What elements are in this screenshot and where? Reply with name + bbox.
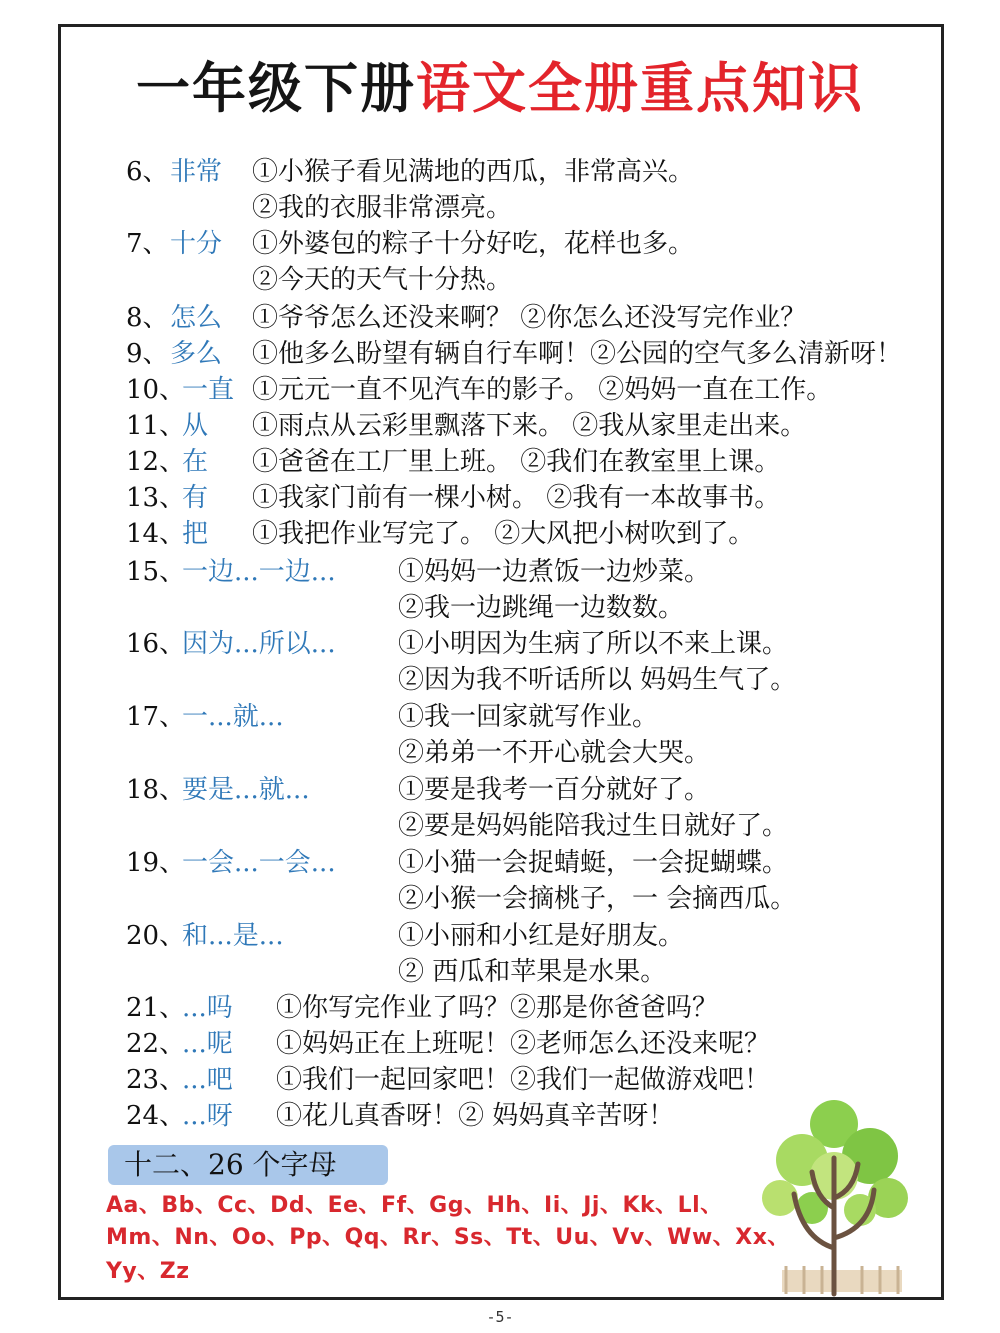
title-part2: 语文全册重点知识	[416, 57, 864, 120]
item-example: ①我家门前有一棵小树。 ②我有一本故事书。	[252, 483, 781, 513]
item-keyword: 怎么	[170, 303, 223, 333]
item-number: 7、	[126, 229, 169, 259]
item-example: ①爷爷怎么还没来啊？ ②你怎么还没写完作业？	[252, 303, 807, 333]
item-number: 15、	[126, 557, 186, 587]
item-example: ①雨点从云彩里飘落下来。 ②我从家里走出来。	[252, 411, 807, 441]
item-example: ①小明因为生病了所以不来上课。	[398, 629, 789, 659]
item-keyword: ...呀	[182, 1101, 233, 1131]
item-keyword: 一边...一边...	[182, 557, 336, 587]
alphabet-line: Aa、Bb、Cc、Dd、Ee、Ff、Gg、Hh、Ii、Jj、Kk、Ll、	[106, 1193, 723, 1218]
page-number: -5-	[486, 1308, 514, 1326]
item-keyword: 多么	[170, 339, 223, 369]
item-example: ①爸爸在工厂里上班。 ②我们在教室里上课。	[252, 447, 781, 477]
item-example: ②我的衣服非常漂亮。	[252, 193, 513, 223]
item-number: 13、	[126, 483, 186, 513]
item-example: ①外婆包的粽子十分好吃，花样也多。	[252, 229, 695, 259]
item-example: ①小丽和小红是好朋友。	[398, 921, 685, 951]
item-keyword: 十分	[170, 229, 223, 259]
item-example: ①小猴子看见满地的西瓜，非常高兴。	[252, 157, 695, 187]
item-number: 24、	[126, 1101, 186, 1131]
item-number: 12、	[126, 447, 186, 477]
item-keyword: 要是...就...	[182, 775, 310, 805]
item-number: 16、	[126, 629, 186, 659]
item-number: 21、	[126, 993, 186, 1023]
item-keyword: ...吧	[182, 1065, 233, 1095]
item-example: ②弟弟一不开心就会大哭。	[398, 738, 711, 768]
item-number: 19、	[126, 848, 186, 878]
item-example: ①花儿真香呀！② 妈妈真辛苦呀！	[276, 1101, 675, 1131]
section-heading: 十二、26 个字母	[108, 1145, 388, 1185]
item-example: ②今天的天气十分热。	[252, 265, 513, 295]
item-example: ①小猫一会捉蜻蜓，一会捉蝴蝶。	[398, 848, 789, 878]
tree-illustration	[742, 1098, 912, 1300]
item-example: ①要是我考一百分就好了。	[398, 775, 711, 805]
item-number: 8、	[126, 303, 169, 333]
item-example: ①我们一起回家吧！②我们一起做游戏吧！	[276, 1065, 771, 1095]
item-keyword: 有	[182, 483, 209, 513]
item-number: 20、	[126, 921, 186, 951]
item-number: 9、	[126, 339, 169, 369]
item-example: ①妈妈一边煮饭一边炒菜。	[398, 557, 711, 587]
item-keyword: 一直	[182, 375, 235, 405]
item-keyword: 在	[182, 447, 209, 477]
item-keyword: ...呢	[182, 1029, 233, 1059]
item-number: 22、	[126, 1029, 186, 1059]
title-part1: 一年级下册	[136, 57, 416, 120]
alphabet-line: Yy、Zz	[106, 1259, 190, 1284]
item-example: ②要是妈妈能陪我过生日就好了。	[398, 811, 789, 841]
item-keyword: 和...是...	[182, 921, 284, 951]
item-example: ①你写完作业了吗？②那是你爸爸吗？	[276, 993, 719, 1023]
item-example: ②我一边跳绳一边数数。	[398, 593, 685, 623]
item-number: 18、	[126, 775, 186, 805]
item-example: ①我把作业写完了。 ②大风把小树吹到了。	[252, 519, 755, 549]
page-title	[0, 57, 1000, 120]
item-number: 23、	[126, 1065, 186, 1095]
item-example: ①元元一直不见汽车的影子。 ②妈妈一直在工作。	[252, 375, 833, 405]
item-keyword: 一会...一会...	[182, 848, 336, 878]
item-keyword: 非常	[170, 157, 223, 187]
item-example: ①我一回家就写作业。	[398, 702, 659, 732]
alphabet-line: Mm、Nn、Oo、Pp、Qq、Rr、Ss、Tt、Uu、Vv、Ww、Xx、	[106, 1225, 790, 1250]
item-keyword: 一...就...	[182, 702, 284, 732]
item-keyword: 从	[182, 411, 209, 441]
item-example: ②小猴一会摘桃子，一 会摘西瓜。	[398, 884, 797, 914]
item-example: ①他多么盼望有辆自行车啊！②公园的空气多么清新呀！	[252, 339, 903, 369]
item-number: 6、	[126, 157, 169, 187]
item-example: ①妈妈正在上班呢！②老师怎么还没来呢？	[276, 1029, 771, 1059]
item-number: 17、	[126, 702, 186, 732]
item-example: ② 西瓜和苹果是水果。	[398, 957, 667, 987]
item-number: 10、	[126, 375, 186, 405]
item-keyword: ...吗	[182, 993, 233, 1023]
item-number: 11、	[126, 411, 186, 441]
item-number: 14、	[126, 519, 186, 549]
item-keyword: 把	[182, 519, 209, 549]
item-example: ②因为我不听话所以 妈妈生气了。	[398, 665, 797, 695]
item-keyword: 因为...所以...	[182, 629, 336, 659]
